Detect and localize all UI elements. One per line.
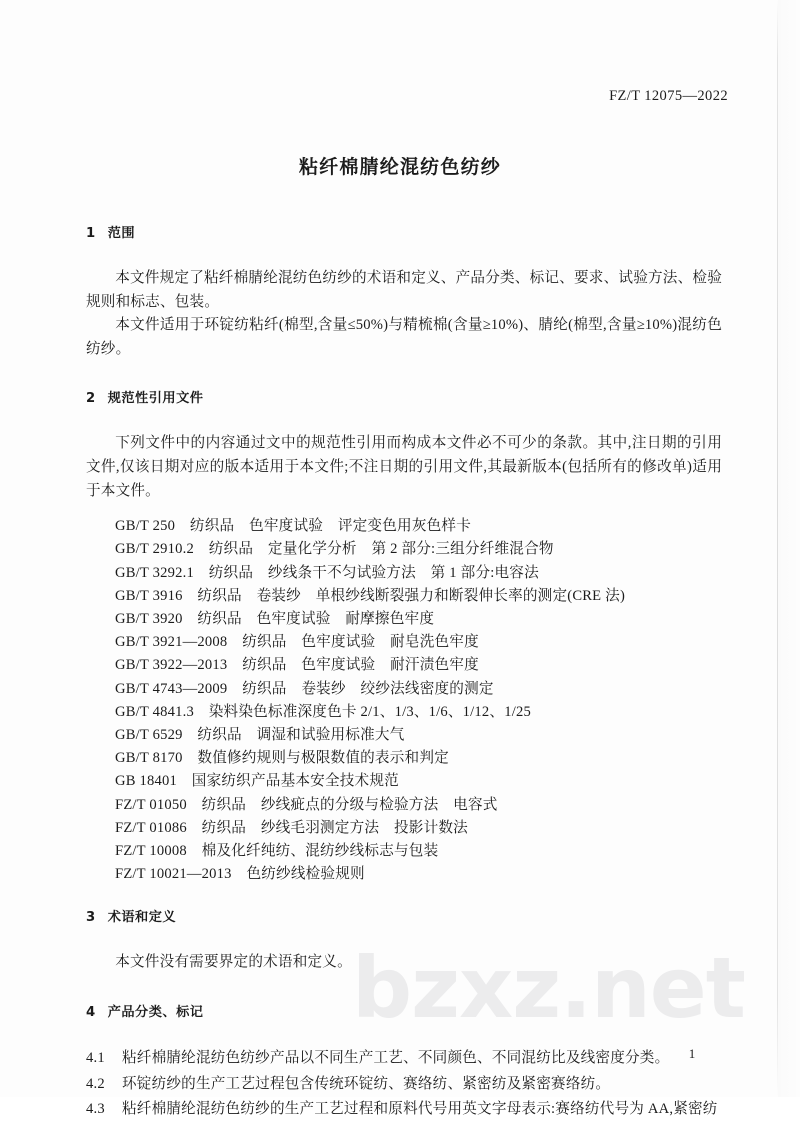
section-number-3: 3 [86, 910, 96, 926]
reference-item: FZ/T 01050 纺织品 纱线疵点的分级与检验方法 电容式 [115, 796, 498, 813]
reference-item: GB/T 3920 纺织品 色牢度试验 耐摩擦色牢度 [115, 610, 435, 627]
section-title-3: 术语和定义 [107, 910, 177, 926]
section-heading-3 [86, 906, 722, 925]
reference-item: GB/T 3921—2008 纺织品 色牢度试验 耐皂洗色牢度 [115, 634, 479, 651]
page-header-standard-code: FZ/T 12075—2022 [609, 88, 728, 104]
reference-item: GB/T 3916 纺织品 卷装纱 单根纱线断裂强力和断裂伸长率的测定(CRE 法) [115, 587, 625, 604]
clause-text-4-3: 粘纤棉腈纶混纺色纺纱的生产工艺过程和原料代号用英文字母表示:赛络纺代号为 AA,紧密纺 [122, 1101, 718, 1117]
normative-references-list [86, 515, 722, 886]
section-title-4: 产品分类、标记 [107, 1005, 204, 1020]
clause-number-4-2: 4.2 [86, 1075, 105, 1092]
page-number-value: 1 [688, 1046, 696, 1061]
reference-item: GB/T 4743—2009 纺织品 卷装纱 绞纱法线密度的测定 [115, 680, 494, 697]
reference-item: GB/T 2910.2 纺织品 定量化学分析 第 2 部分:三组分纤维混合物 [115, 541, 554, 558]
reference-item: GB/T 6529 纺织品 调湿和试验用标准大气 [115, 726, 405, 743]
reference-item: GB/T 250 纺织品 色牢度试验 评定变色用灰色样卡 [115, 518, 471, 535]
section-heading-2 [86, 387, 722, 406]
clause-text-4-2: 环锭纺纱的生产工艺过程包含传统环锭纺、赛络纺、紧密纺及紧密赛络纺。 [122, 1075, 611, 1092]
section-1-paragraph-2: 本文件适用于环锭纺粘纤(棉型,含量≤50%)与精梳棉(含量≥10%)、腈纶(棉型,含量≥10%)混纺色纺纱。 [86, 317, 722, 357]
document-body [86, 222, 722, 1123]
section-heading-4 [86, 1001, 722, 1020]
section-heading-1 [86, 222, 722, 241]
reference-item: GB/T 4841.3 染料染色标准深度色卡 2/1、1/3、1/6、1/12、1/25 [115, 703, 531, 720]
clause-4-2 [86, 1072, 722, 1098]
section-2-paragraph-1: 下列文件中的内容通过文中的规范性引用而构成本文件必不可少的条款。其中,注日期的引用文件,仅该日期对应的版本适用于本文件;不注日期的引用文件,其最新版本(包括所有的修改单)适用于本文件。 [86, 435, 722, 499]
clause-number-4-3: 4.3 [86, 1101, 105, 1117]
reference-item: FZ/T 01086 纺织品 纱线毛羽测定方法 投影计数法 [115, 819, 468, 836]
clause-number-4-1: 4.1 [86, 1050, 105, 1066]
section-title-1: 范围 [107, 226, 136, 241]
reference-item: FZ/T 10008 棉及化纤纯纺、混纺纱线标志与包装 [115, 843, 439, 859]
reference-item: GB/T 3292.1 纺织品 纱线条干不匀试验方法 第 1 部分:电容法 [115, 564, 539, 581]
section-title-2: 规范性引用文件 [107, 391, 204, 407]
reference-item: GB 18401 国家纺织产品基本安全技术规范 [115, 773, 399, 790]
section-number-2: 2 [86, 391, 96, 407]
section-3-paragraph-1: 本文件没有需要界定的术语和定义。 [115, 954, 352, 971]
section-number-1: 1 [86, 226, 96, 241]
clause-text-4-1: 粘纤棉腈纶混纺色纺纱产品以不同生产工艺、不同颜色、不同混纺比及线密度分类。 [122, 1050, 670, 1066]
section-1-paragraph-1: 本文件规定了粘纤棉腈纶混纺色纺纱的术语和定义、产品分类、标记、要求、试验方法、检验规则和标志、包装。 [86, 270, 722, 310]
page-title: 粘纤棉腈纶混纺色纺纱 [298, 156, 501, 178]
clause-4-3 [86, 1097, 722, 1123]
page-footer-number [0, 1046, 800, 1062]
reference-item: GB/T 8170 数值修约规则与极限数值的表示和判定 [115, 750, 449, 767]
section-number-4: 4 [86, 1005, 96, 1020]
reference-item: FZ/T 10021—2013 色纺纱线检验规则 [115, 866, 365, 883]
watermark: bzxz.net [352, 939, 745, 1037]
reference-item: GB/T 3922—2013 纺织品 色牢度试验 耐汗渍色牢度 [115, 657, 479, 674]
